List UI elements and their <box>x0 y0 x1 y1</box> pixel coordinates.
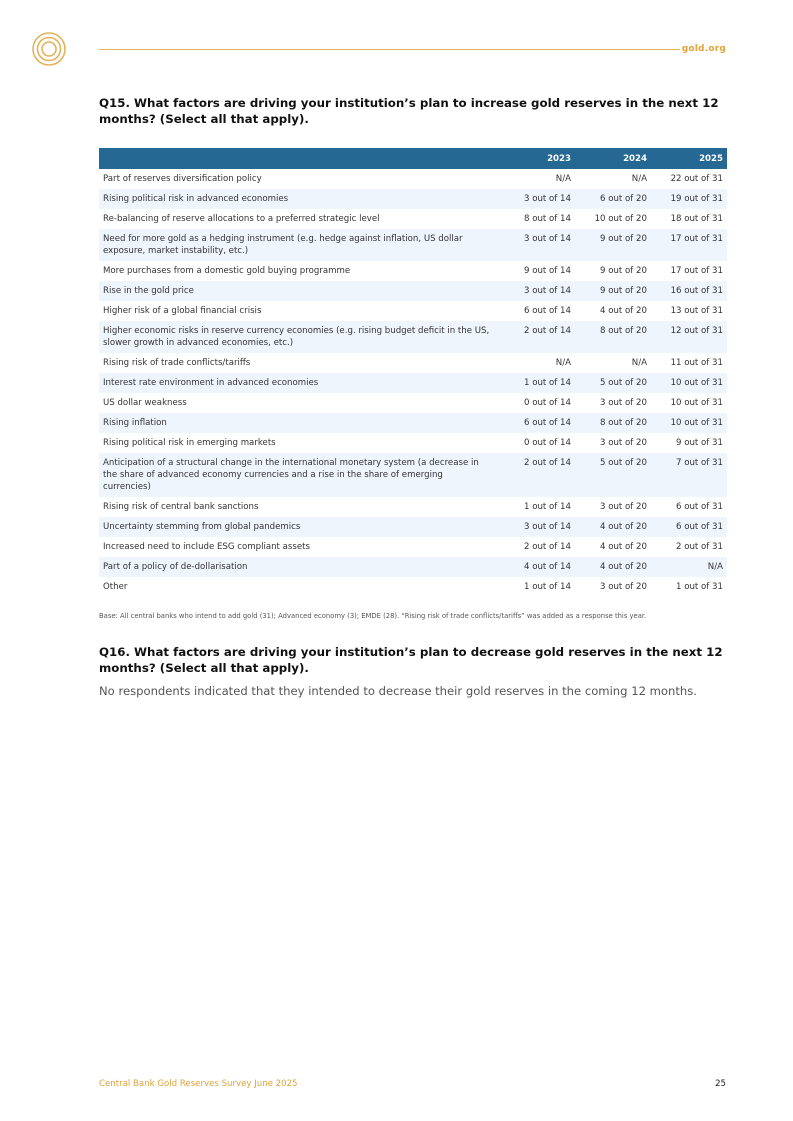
value-2025-cell: 10 out of 31 <box>670 398 723 408</box>
value-2025-cell: 17 out of 31 <box>651 229 727 261</box>
value-2023-cell: 9 out of 14 <box>524 266 571 276</box>
value-2025-cell: 11 out of 31 <box>670 358 723 368</box>
value-2024-cell: 4 out of 20 <box>575 557 651 577</box>
value-2024-cell: 8 out of 20 <box>575 321 651 353</box>
value-2023-cell: 3 out of 14 <box>495 189 575 209</box>
site-link[interactable]: gold.org <box>681 44 726 54</box>
table-row <box>99 393 727 413</box>
q16-answer-text: No respondents indicated that they intended to decrease their gold reserves in the coming 12 months. <box>99 684 697 698</box>
value-2023-cell: 0 out of 14 <box>524 398 571 408</box>
table-row <box>99 453 727 497</box>
factor-cell: Re-balancing of reserve allocations to a preferred strategic level <box>103 214 380 224</box>
footer-title: Central Bank Gold Reserves Survey June 2025 <box>99 1079 298 1089</box>
factor-cell: Need for more gold as a hedging instrument (e.g. hedge against inflation, US dollar exposure, market instability, etc.) <box>99 229 495 261</box>
table-row <box>99 557 727 577</box>
value-2025-cell: 13 out of 31 <box>670 306 723 316</box>
factor-cell: Anticipation of a structural change in the international monetary system (a decrease in the share of advanced economy currencies and a rise in the share of emerging currencies) <box>99 453 495 497</box>
value-2024-cell: 5 out of 20 <box>575 453 651 497</box>
table-row <box>99 281 727 301</box>
table-header-row <box>99 148 727 169</box>
value-2024-cell: N/A <box>631 174 647 184</box>
value-2023-cell: N/A <box>555 358 571 368</box>
factor-cell: Increased need to include ESG compliant assets <box>103 542 311 552</box>
value-2024-cell: 9 out of 20 <box>600 266 647 276</box>
factor-cell: Rising risk of central bank sanctions <box>103 502 259 512</box>
table-row <box>99 577 727 597</box>
base-note: Base: All central banks who intend to add gold (31); Advanced economy (3); EMDE (28). “Rising risk of trade conflicts/tariffs” was added as a response this year. <box>99 612 647 620</box>
table-row <box>99 537 727 557</box>
q16-title: Q16. What factors are driving your institution’s plan to decrease gold reserves in the next 12 months? (Select all that apply). <box>99 645 723 675</box>
factor-cell: Other <box>103 582 128 592</box>
value-2025-cell: 16 out of 31 <box>651 281 727 301</box>
value-2025-cell: 1 out of 31 <box>676 582 723 592</box>
factor-cell: Uncertainty stemming from global pandemics <box>99 517 495 537</box>
value-2025-cell: N/A <box>651 557 727 577</box>
value-2023-cell: 3 out of 14 <box>495 229 575 261</box>
factor-cell: Rise in the gold price <box>99 281 495 301</box>
header-2023: 2023 <box>495 148 575 169</box>
header-rule <box>99 49 680 50</box>
table-row <box>99 517 727 537</box>
value-2023-cell: 3 out of 14 <box>495 517 575 537</box>
header-2024: 2024 <box>575 148 651 169</box>
value-2023-cell: 1 out of 14 <box>524 502 571 512</box>
factor-cell: Rising political risk in emerging markets <box>103 438 276 448</box>
value-2025-cell: 2 out of 31 <box>676 542 723 552</box>
factor-cell: Rising inflation <box>99 413 495 433</box>
value-2024-cell: 4 out of 20 <box>600 542 647 552</box>
value-2024-cell: 10 out of 20 <box>594 214 647 224</box>
concentric-circles-logo-icon <box>32 32 66 66</box>
factor-cell: Higher economic risks in reserve currency economies (e.g. rising budget deficit in the US, slower growth in advanced economies, etc.) <box>99 321 495 353</box>
value-2023-cell: 4 out of 14 <box>495 557 575 577</box>
table-row <box>99 321 727 353</box>
header-2025: 2025 <box>651 148 727 169</box>
factor-cell: Higher risk of a global financial crisis <box>103 306 262 316</box>
value-2025-cell: 22 out of 31 <box>670 174 723 184</box>
value-2025-cell: 10 out of 31 <box>651 413 727 433</box>
value-2025-cell: 6 out of 31 <box>676 502 723 512</box>
value-2025-cell: 9 out of 31 <box>676 438 723 448</box>
value-2024-cell: N/A <box>631 358 647 368</box>
value-2024-cell: 3 out of 20 <box>600 398 647 408</box>
value-2023-cell: 0 out of 14 <box>524 438 571 448</box>
value-2025-cell: 6 out of 31 <box>651 517 727 537</box>
q15-title: Q15. What factors are driving your institution’s plan to increase gold reserves in the next 12 months? (Select all that apply). <box>99 96 719 126</box>
value-2025-cell: 10 out of 31 <box>651 373 727 393</box>
table-row <box>99 497 727 517</box>
factor-cell: Interest rate environment in advanced economies <box>99 373 495 393</box>
value-2023-cell: 3 out of 14 <box>495 281 575 301</box>
table-row <box>99 433 727 453</box>
value-2024-cell: 9 out of 20 <box>575 229 651 261</box>
table-row <box>99 373 727 393</box>
value-2023-cell: 2 out of 14 <box>524 542 571 552</box>
table-row <box>99 413 727 433</box>
value-2023-cell: 1 out of 14 <box>524 582 571 592</box>
table-row <box>99 261 727 281</box>
factor-cell: Rising political risk in advanced economies <box>99 189 495 209</box>
value-2024-cell: 6 out of 20 <box>575 189 651 209</box>
value-2024-cell: 5 out of 20 <box>575 373 651 393</box>
value-2025-cell: 12 out of 31 <box>651 321 727 353</box>
value-2023-cell: 6 out of 14 <box>495 413 575 433</box>
value-2024-cell: 3 out of 20 <box>600 438 647 448</box>
factor-cell: More purchases from a domestic gold buying programme <box>103 266 351 276</box>
page-number: 25 <box>715 1079 726 1089</box>
table-row <box>99 169 727 189</box>
q15-table <box>99 148 727 597</box>
value-2023-cell: N/A <box>555 174 571 184</box>
table-row <box>99 301 727 321</box>
factor-cell: Rising risk of trade conflicts/tariffs <box>103 358 251 368</box>
value-2025-cell: 17 out of 31 <box>670 266 723 276</box>
value-2023-cell: 2 out of 14 <box>495 321 575 353</box>
header-factor <box>99 148 495 169</box>
table-row <box>99 229 727 261</box>
factor-cell: Part of reserves diversification policy <box>103 174 262 184</box>
value-2024-cell: 9 out of 20 <box>575 281 651 301</box>
factor-cell: Part of a policy of de-dollarisation <box>99 557 495 577</box>
table-row <box>99 209 727 229</box>
value-2024-cell: 8 out of 20 <box>575 413 651 433</box>
value-2023-cell: 6 out of 14 <box>524 306 571 316</box>
table-row <box>99 189 727 209</box>
factor-cell: US dollar weakness <box>103 398 187 408</box>
value-2023-cell: 8 out of 14 <box>524 214 571 224</box>
value-2025-cell: 19 out of 31 <box>651 189 727 209</box>
value-2024-cell: 3 out of 20 <box>600 502 647 512</box>
value-2024-cell: 3 out of 20 <box>600 582 647 592</box>
table-row <box>99 353 727 373</box>
value-2025-cell: 18 out of 31 <box>670 214 723 224</box>
value-2023-cell: 2 out of 14 <box>495 453 575 497</box>
value-2025-cell: 7 out of 31 <box>651 453 727 497</box>
value-2024-cell: 4 out of 20 <box>600 306 647 316</box>
value-2024-cell: 4 out of 20 <box>575 517 651 537</box>
value-2023-cell: 1 out of 14 <box>495 373 575 393</box>
